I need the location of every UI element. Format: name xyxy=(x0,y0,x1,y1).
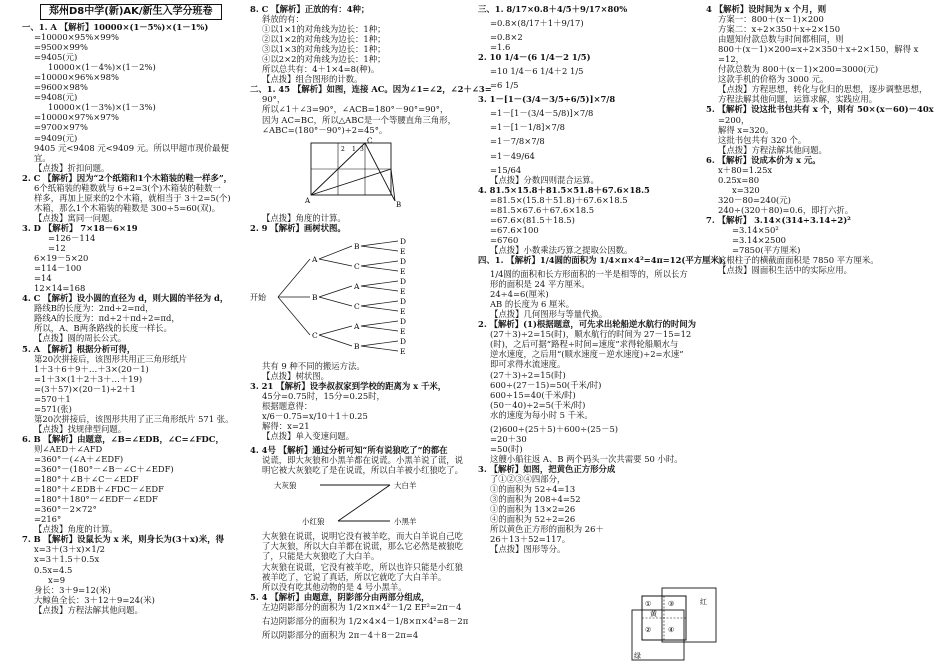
text-line: 这款手机的价格为 3000 元。 xyxy=(718,74,829,85)
text-line: 所以没有吃其他动物的是 4 号小黑羊。 xyxy=(262,581,407,592)
text-line: x=3＋1.5＋0.5x xyxy=(34,554,100,565)
text-line: 三、1. 8/17×0.8＋4/5＋9/17×80% xyxy=(478,4,628,14)
text-line: =126－114 xyxy=(48,232,96,243)
text-line: 【点拨】单入变速问题。 xyxy=(262,431,355,442)
text-line: 明它被大灰狼吃了是在说谎，所以白羊被小红狼吃了。 xyxy=(262,465,463,476)
text-line: 右边阴影部分的面积为 1/2×4×4－1/8×π×4²=8－2π xyxy=(262,615,469,626)
text-line: ①以1×1的对角线为边长：1种； xyxy=(262,24,386,35)
text-line: =180°＋180°－∠EDF－∠EDF xyxy=(34,494,158,505)
text-line: 一、1. A 【解析】10000×(1－5%)×(1－1%) xyxy=(22,22,209,32)
tree-node-l3: E xyxy=(400,326,406,336)
tree-node-l2: B xyxy=(354,241,360,251)
text-line: =81.5×67.6＋67.6×18.5 xyxy=(490,204,595,215)
text-line: =571(张) xyxy=(34,403,72,414)
text-line: 320－80=240(元) xyxy=(718,194,791,205)
text-line: 二、1. 45 【解析】如图，连接 AC。因为∠1=∠2，∠2＋∠3= xyxy=(250,84,492,95)
text-line: 800＋(x－1)×200=x÷2×350＋x÷2×150，解得 x xyxy=(718,44,919,55)
text-line: 共有 9 种不同的搬运方法。 xyxy=(262,360,365,371)
tree-node-l3: D xyxy=(400,276,407,286)
text-line: 【点拨】方程思想，转化与化归的思想，逐步调整思想， xyxy=(718,84,928,95)
text-line: =81.5×(15.8＋51.8)＋67.6×18.5 xyxy=(490,194,628,205)
text-line: =9700×97% xyxy=(34,122,88,133)
tree-node-l2: A xyxy=(354,321,360,331)
tree-diagram xyxy=(250,235,450,357)
text-line: 3. 21 【解析】设李叔叔家到学校的距离为 x 千米， xyxy=(250,380,447,391)
column-2-text-a xyxy=(250,4,492,135)
text-line: x＋80=1.25x xyxy=(718,164,773,175)
text-line: 5. 4 【解析】由题意，阴影部分由两部分组成， xyxy=(250,591,430,602)
text-line: 形的面积是 24 平方厘米。 xyxy=(490,279,590,290)
angle-label-1: 1 xyxy=(352,145,356,153)
column-1-text xyxy=(22,22,244,615)
text-line: 样多，再加上原来的2个木箱，就相当于 3＋2=5(个) xyxy=(34,192,231,203)
text-line: 木箱，那么1个木箱装的鞋数是 300÷5=60(双)。 xyxy=(34,202,221,213)
text-line: 1＋3＋6＋9＋…＋3×(20－1) xyxy=(34,363,149,374)
text-line: =114－100 xyxy=(34,263,82,274)
text-line: 2. 【解析】(1)根据题意，可先求出轮船逆水航行的时间为 xyxy=(478,319,697,330)
tree-node-l1: B xyxy=(312,292,318,302)
text-line: =3.14×2500 xyxy=(732,235,786,246)
text-line: 【点拨】分数四则混合运算。 xyxy=(490,174,599,185)
text-line: 水的速度为每小时 5 千米。 xyxy=(490,409,593,420)
text-line: =50(时) xyxy=(490,443,523,454)
square-label-2: ② xyxy=(645,626,652,634)
text-line: 所以，A、B两条路线的长度一样长。 xyxy=(34,323,172,334)
text-line: =3.14×50² xyxy=(732,225,779,236)
text-line: =10 1/4－6 1/4＋2 1/5 xyxy=(490,66,584,77)
tree-node-l3: E xyxy=(400,346,406,356)
tree-node-l2: C xyxy=(354,261,360,271)
text-line: 【点拨】组合图形的计数。 xyxy=(262,74,363,85)
text-line: =10000×95%×99% xyxy=(34,32,119,43)
text-line: 被羊吃了，它说了真话，所以它就吃了大白羊羊。 xyxy=(262,571,447,582)
animal-label-red-wolf: 小红狼 xyxy=(302,517,325,527)
text-line: 由题知付款总数与时间都相同，则 xyxy=(718,34,844,45)
text-line: 左边阴影部分的面积为 1/2×π×4²－1/2 EF²=2π－4 xyxy=(262,601,462,612)
text-line: (27＋3)÷2=15(时) xyxy=(490,369,566,380)
text-line: 身长：3＋9=12(米) xyxy=(34,584,111,595)
square-label-yellow: 黄 xyxy=(650,610,657,618)
text-line: ④的面积为 52÷2=26 xyxy=(490,514,576,525)
text-line: 大鲸鱼全长：3＋12＋9=24(米) xyxy=(34,594,155,605)
text-line: 24÷4=6(厘米) xyxy=(490,289,549,300)
text-line: 600÷(27－15)=50(千米/时) xyxy=(490,379,602,390)
text-line: 6×19－5×20 xyxy=(34,253,89,264)
text-line: =1－[1－1/8]×7/8 xyxy=(490,122,565,133)
column-2-text-c xyxy=(250,361,472,476)
text-line: 10000×(1－4%)×(1－2%) xyxy=(48,62,156,73)
angle-label-2: 2 xyxy=(341,145,345,153)
text-line: 12×14=168 xyxy=(34,283,86,294)
text-line: =10000×96%×98% xyxy=(34,72,119,83)
text-line: =1.6 xyxy=(490,42,511,53)
text-line: (27＋3)÷2=15(时)，顺水航行的时间为 27－15=12 xyxy=(490,329,692,340)
text-line: =15/64 xyxy=(490,164,522,175)
column-3 xyxy=(478,4,732,555)
text-line: x=9 xyxy=(48,574,66,585)
text-line: 2. 9 【解析】画树状图。 xyxy=(250,222,346,233)
tree-node-l3: D xyxy=(400,236,407,246)
text-line: 则∠AED＋∠AFD xyxy=(34,443,103,454)
text-line: 大灰狼在说谎，它没有被羊吃，所以也许只能是小红狼 xyxy=(262,561,463,572)
text-line: 逆水速度，之后用“(顺水速度－逆水速度)÷2=水速” xyxy=(490,349,684,360)
text-line: 6. B 【解析】由题意，∠B=∠EDB，∠C=∠FDC， xyxy=(22,433,224,444)
column-3-text xyxy=(478,4,732,555)
text-line: 这批书包共有 320 个。 xyxy=(718,134,807,145)
tree-node-l2: B xyxy=(354,341,360,351)
text-line: 这根柱子的横截面面积是 7850 平方厘米。 xyxy=(718,255,879,266)
text-line: 了①②③④四部分， xyxy=(490,473,566,484)
text-line: =1－49/64 xyxy=(490,150,535,161)
text-line: 5. A 【解析】根据分析可得， xyxy=(22,343,136,354)
text-line: =20＋30 xyxy=(490,433,527,444)
text-line: =1－7/8×7/8 xyxy=(490,136,545,147)
text-line: =1－[1－(3/4－5/8)]×7/8 xyxy=(490,108,594,119)
text-line: 【点拨】角度的计算。 xyxy=(34,524,118,535)
text-line: ②以1×2的对角线为边长：1种； xyxy=(262,34,386,45)
text-line: 第20次拼接后，该图形共用了正三角形纸片 571 张。 xyxy=(34,413,234,424)
animal-label-white-sheep: 大白羊 xyxy=(394,481,417,491)
text-line: 240÷(320＋80)=0.6，即打六折。 xyxy=(718,204,854,215)
text-line: x=3＋(3＋x)×1/2 xyxy=(34,544,105,555)
text-line: 600÷15=40(千米/时) xyxy=(490,389,576,400)
text-line: =12， xyxy=(718,54,745,65)
text-line: =180°＋∠EDB＋∠FDC－∠EDF xyxy=(34,484,164,495)
square-label-green: 绿 xyxy=(634,652,641,660)
text-line: =10000×97%×97% xyxy=(34,112,119,123)
text-line: 根据题意得： xyxy=(262,400,313,411)
text-line: =0.8×2 xyxy=(490,32,523,43)
text-line: 3. D 【解析】 7×18－6×19 xyxy=(22,222,138,233)
column-4 xyxy=(706,4,938,275)
text-line: 8. C 【解析】正放的有：4种； xyxy=(250,4,370,14)
tree-node-l2: A xyxy=(354,281,360,291)
text-line: 【点拨】图形等分。 xyxy=(490,544,566,555)
text-line: 3. 【解析】如图，把黄色正方形分成 xyxy=(478,463,616,474)
text-line: 解得：x=21 xyxy=(262,421,310,432)
column-4-text xyxy=(706,4,938,275)
text-line: (时)，之后可据“路程÷时间=速度”求得轮船顺水与 xyxy=(490,339,679,350)
text-line: (50－40)÷2=5(千米/时) xyxy=(490,399,586,410)
square-label-red: 红 xyxy=(700,598,707,606)
text-line: 第20次拼接后，该图形共用正三角形纸片 xyxy=(34,353,188,364)
text-line: =6760 xyxy=(490,234,519,245)
tree-node-l1: C xyxy=(312,330,318,340)
text-line: 【点拨】几何图形与等量代换。 xyxy=(490,309,608,320)
text-line: =360°－2×72° xyxy=(34,504,97,515)
text-line: 4. C 【解析】设小圆的直径为 d，则大圆的半径为 d， xyxy=(22,293,229,304)
animals-figure xyxy=(274,477,444,527)
text-line: 【点拨】圆面积生活中的实际应用。 xyxy=(718,265,852,276)
text-line: ∠ABC=(180°－90°)÷2=45°。 xyxy=(262,124,388,135)
text-line: ①的面积为 52÷4=13 xyxy=(490,484,576,495)
text-line: 【点拨】方程法解其他问题。 xyxy=(34,604,143,615)
animal-label-big-wolf: 大灰狼 xyxy=(274,481,297,491)
text-line: 5. 【解析】设这批书包共有 x 个，则有 50×(x－60)－40x xyxy=(706,104,934,115)
tree-node-l3: D xyxy=(400,296,407,306)
text-line: 1/4圆的面积和长方形面积的一半是相等的，所以长方 xyxy=(490,269,688,280)
text-line: =0.8×(8/17＋1＋9/17) xyxy=(490,18,584,29)
text-line: 所以阴影部分的面积为 2π－4＋8－2π=4 xyxy=(262,629,419,640)
angle-label-b: B xyxy=(396,200,402,209)
tree-node-l1: A xyxy=(312,254,318,264)
text-line: =360°－(∠A＋∠EDF) xyxy=(34,454,124,465)
text-line: 0.25x=80 xyxy=(718,174,760,185)
text-line: ③以1×3的对角线为边长：1种； xyxy=(262,44,386,55)
text-line: =9500×99% xyxy=(34,42,88,53)
text-line: 3. 1－[1－(3/4－3/5÷6/5)]×7/8 xyxy=(478,94,616,105)
tree-node-l3: E xyxy=(400,246,406,256)
tree-node-l3: D xyxy=(400,256,407,266)
column-2-text-b xyxy=(250,213,472,233)
text-line: AB 的长度为 6 厘米。 xyxy=(490,299,575,310)
text-line: 了，只能是大灰狼吃了大白羊。 xyxy=(262,551,380,562)
text-line: 所以∠1＋∠3=90°，∠ACB=180°－90°=90°， xyxy=(262,104,449,115)
text-line: =216° xyxy=(34,514,62,525)
text-line: 【点拨】方程法解其他问题。 xyxy=(718,144,827,155)
text-line: 4. 81.5×15.8＋81.5×51.8＋67.6×18.5 xyxy=(478,184,650,195)
square-label-1: ① xyxy=(645,600,652,608)
text-line: 宜。 xyxy=(34,152,51,163)
text-line: 斜放的有： xyxy=(262,14,304,25)
text-line: 2. C 【解析】因为“2个纸箱和1个木箱装的鞋一样多”， xyxy=(22,172,233,183)
text-line: =180°＋∠B＋∠C－∠EDF xyxy=(34,474,139,485)
text-line: =14 xyxy=(34,273,52,284)
text-line: 路线A的长度为：πd÷2＋πd÷2=πd， xyxy=(34,313,180,324)
text-line: 所以黄色正方形的面积为 26＋ xyxy=(490,524,604,535)
text-line: 付款总数为 800＋(x－1)×200=3000(元) xyxy=(718,64,879,75)
text-line: 方案二：x÷2×350＋x÷2×150 xyxy=(718,24,841,35)
text-line: 路线B的长度为：2πd÷2=πd， xyxy=(34,303,154,314)
text-line: x=320 xyxy=(732,184,760,195)
text-line: =360°－(180°－∠B－∠C＋∠EDF) xyxy=(34,464,174,475)
text-line: 所以总共有：4＋1×4=8(种)。 xyxy=(262,64,380,75)
text-line: 【点拨】折扣问题。 xyxy=(34,162,110,173)
square-label-3: ③ xyxy=(668,600,675,608)
text-line: =9600×98% xyxy=(34,82,88,93)
text-line: =570＋1 xyxy=(34,393,71,404)
text-line: x/6－0.75=x/10＋1＋0.25 xyxy=(262,411,368,422)
tree-node-l2: C xyxy=(354,301,360,311)
text-line: 即可求得水流速度。 xyxy=(490,359,566,370)
text-line: 【点拨】寓同一问题。 xyxy=(34,212,118,223)
text-line: =9408(元) xyxy=(34,92,78,103)
text-line: 解得 x=320。 xyxy=(718,124,774,135)
square-label-4: ④ xyxy=(668,626,675,634)
text-line: 【点拨】找规律型问题。 xyxy=(34,423,127,434)
text-line: 0.5x=4.5 xyxy=(34,564,73,575)
text-line: 大灰狼在说谎，说明它没有被羊吃，而大白羊说自己吃 xyxy=(262,531,463,542)
text-line: 因为 AC=BC，所以△ABC是一个等腰直角三角形， xyxy=(262,114,457,125)
text-line: 方程法解其他问题，运算求解，实践应用。 xyxy=(718,94,878,105)
text-line: =6 1/5 xyxy=(490,80,519,91)
text-line: =9405(元) xyxy=(34,52,78,63)
text-line: 45分=0.75时，15分=0.25时， xyxy=(262,390,385,401)
tree-start-label: 开始 xyxy=(250,292,266,302)
column-1 xyxy=(22,4,244,615)
column-2-text-d xyxy=(250,531,472,639)
text-line: 说谎，即大灰狼和小黑羊都在说谎。小黑羊说了谎，说 xyxy=(262,455,463,466)
text-line: 【点拨】小数乘法巧算之提取公因数。 xyxy=(490,244,633,255)
text-line: 4. 4号 【解析】通过分析可知“所有说狼吃了”的都在 xyxy=(250,445,448,456)
text-line: =67.6×100 xyxy=(490,224,539,235)
animal-label-black-sheep: 小黑羊 xyxy=(394,517,417,527)
tree-node-l3: E xyxy=(400,286,406,296)
tree-node-l3: E xyxy=(400,266,406,276)
text-line: 90°， xyxy=(262,94,286,105)
text-line: 7. B 【解析】设鼠长为 x 米，则身长为(3＋x)米，得 xyxy=(22,534,224,545)
text-line: ①的面积为 13×2=26 xyxy=(490,504,576,515)
text-line: ④以2×2的对角线为边长：1种； xyxy=(262,54,386,65)
angle-label-a: A xyxy=(305,196,311,205)
angle-label-3: 3 xyxy=(360,145,364,153)
text-line: =9409(元) xyxy=(34,132,78,143)
text-line: 【点拨】角度的计算。 xyxy=(262,212,346,223)
text-line: ③的面积为 208÷4=52 xyxy=(490,494,581,505)
text-line: 4 【解析】设时间为 x 个月，则 xyxy=(706,4,827,14)
text-line: 方案一：800＋(x－1)×200 xyxy=(718,14,824,25)
text-line: 26＋13＋52=117。 xyxy=(490,534,571,545)
text-line: 【点拨】圆的周长公式。 xyxy=(34,333,127,344)
text-line: 了大灰狼，所以大白羊都在说谎，那么它必然是被狼吃 xyxy=(262,541,463,552)
angle-figure xyxy=(305,137,405,209)
text-line: 【点拨】树状图。 xyxy=(262,370,329,381)
text-line: 9405 元<9408 元<9409 元。所以甲超市现价最便 xyxy=(34,142,229,153)
tree-node-l3: E xyxy=(400,306,406,316)
text-line: 10000×(1－3%)×(1－3%) xyxy=(48,102,156,113)
page-title: 郑州D8中学(新)AK/新生入学分班卷 xyxy=(40,4,222,20)
text-line: 这艘小船往返 A、B 两个码头一次共需要 50 小时。 xyxy=(490,453,683,464)
text-line: 四、1. 【解析】1/4圆的面积为 1/4×π×4²=4π=12(平方厘米)， xyxy=(478,254,732,265)
text-line: (2)600÷(25＋5)＋600÷(25－5) xyxy=(490,423,619,434)
text-line: 6个纸箱装的鞋数就与 6÷2=3(个)木箱装的鞋数一 xyxy=(34,182,221,193)
column-2 xyxy=(250,4,492,640)
squares-figure xyxy=(628,582,722,664)
text-line: =(3＋57)×(20－1)÷2＋1 xyxy=(34,383,136,394)
tree-node-l3: D xyxy=(400,336,407,346)
text-line: 6. 【解析】设成本价为 x 元。 xyxy=(706,154,821,165)
text-line: =7850(平方厘米) xyxy=(732,245,801,256)
text-line: =12 xyxy=(48,243,66,254)
text-line: 7. 【解析】 3.14×(314÷3.14÷2)² xyxy=(706,214,851,225)
angle-label-c: C xyxy=(367,136,373,145)
tree-node-l3: D xyxy=(400,316,407,326)
text-line: 2. 10 1/4－(6 1/4－2 1/5) xyxy=(478,52,591,63)
text-line: =67.6×(81.5＋18.5) xyxy=(490,214,575,225)
text-line: =200， xyxy=(718,114,750,125)
text-line: =1＋3×(1＋2＋3＋…＋19) xyxy=(34,373,143,384)
